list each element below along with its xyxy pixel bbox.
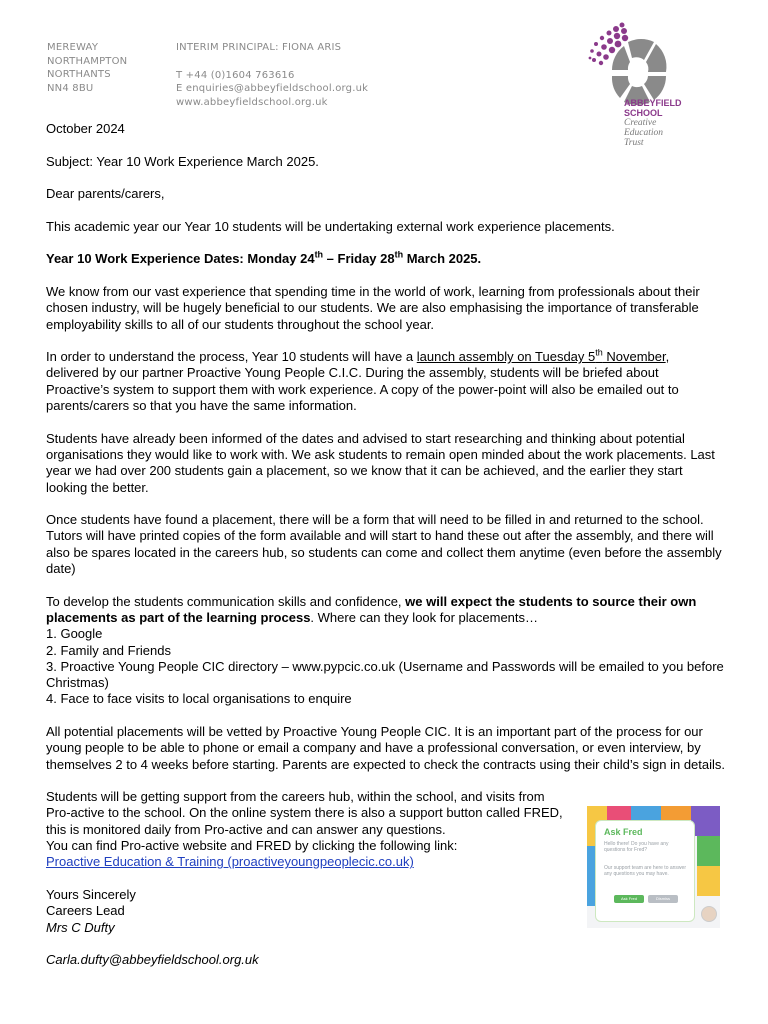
list-item: 2. Family and Friends [46,642,171,658]
logo-tagline: Education [624,128,664,138]
address-line: NN4 8BU [47,82,94,94]
list-item: 3. Proactive Young People CIC directory – www.pypcic.co.uk (Username and Passwords will be emailed to you before Christmas) [46,658,724,691]
sourcing-text: To develop the students communication skills and confidence, [46,593,406,609]
address-line: NORTHANTS [47,69,111,80]
paragraph-form: Once students have found a placement, there will be a form that will need to be filled in and returned to the school. Tutors will have printed copies of the form available and will start to hand these out after the assembly, and there will also be spares located in the careers hub, so students can come and collect them anytime (even before the assembly date) [46,512,722,577]
ask-fred-button: Ask Fred [614,895,644,903]
website-address: www.abbeyfieldschool.org.uk [176,96,328,108]
letter-date: October 2024 [46,121,125,136]
assembly-date-sup: th [595,347,603,358]
address-line: NORTHAMPTON [47,55,128,67]
principal-name: INTERIM PRINCIPAL: FIONA ARIS [176,42,342,53]
paragraph-support: Students will be getting support from the careers hub, within the school, and visits from Pro-active to the school. On the online system there is also a support button called FRED, this is monitored daily from Pro-active and can answer any questions. [46,789,563,837]
signoff: Yours Sincerely [46,886,136,902]
assembly-text: , delivered by our partner Proactive Young People C.I.C. During the assembly, students will be briefed about Proactive’s system to support them with work experience. A copy of the power-point will also be emailed out to parents/carers so that you have the same information. [46,349,679,414]
ask-fred-message: Hello there! Do you have any questions for Fred? [604,841,669,853]
logo-tagline: Creative [624,118,657,128]
email-address: E enquiries@abbeyfieldschool.org.uk [176,83,369,94]
logo-tagline: Trust [624,138,644,148]
dismiss-button: Dismiss [648,895,678,903]
fred-avatar [701,906,717,922]
letter-greeting: Dear parents/carers, [46,186,165,202]
assembly-date-text: launch assembly on Tuesday 5 [416,349,596,365]
work-experience-dates [46,251,726,267]
school-contact [176,41,368,109]
dates-text: March 2025. [403,251,482,267]
dates-sup: th [314,250,324,261]
signer-email: Carla.dufty@abbeyfieldschool.org.uk [46,952,259,968]
dates-sup: th [394,250,404,261]
phone-number: T +44 (0)1604 763616 [176,69,295,81]
signer-name: Mrs C Dufty [46,919,115,935]
intro-paragraph: This academic year our Year 10 students will be undertaking external work experience placements. [46,218,615,234]
proactive-link[interactable]: Proactive Education & Training (proactiveyoungpeoplecic.co.uk) [46,854,414,870]
paragraph-benefits: We know from our vast experience that spending time in the world of work, learning from professionals about their chosen industry, will be hugely beneficial to our students. We are also emphasising the importance of transferable employability skills to all of our students throughout the school year. [46,283,700,332]
logo-name: SCHOOL [624,108,663,118]
assembly-date [417,349,666,364]
paragraph-assembly [46,349,714,414]
school-address [47,41,127,95]
ask-fred-title: Ask Fred [604,827,643,837]
paragraph-research: Students have already been informed of the dates and advised to start researching and thinking about potential organisations they would like to work with. We ask students to remain open minded about the work placements. Last year we had over 200 students gain a placement, so we know that it can be achieved, and the earlier they start looking the better. [46,430,715,495]
logo-name: ABBEYFIELD [624,98,682,108]
paragraph-vetting: All potential placements will be vetted by Proactive Young People CIC. It is an important part of the process for our young people to be able to phone or email a company and have a professional conversation, or even interview, by themselves 2 to 4 weeks before starting. Parents are expected to check the contracts using their child’s sign in details. [46,723,726,772]
paragraph-sourcing [46,594,726,627]
ask-fred-widget-image [587,806,720,928]
sourcing-text: . Where can they look for placements… [310,609,539,625]
dates-text: – Friday 28 [323,251,395,267]
list-item: 4. Face to face visits to local organisations to enquire [46,691,352,707]
signer-role: Careers Lead [46,903,125,919]
ask-fred-panel [595,820,695,922]
assembly-date-text: November [602,349,666,365]
ask-fred-message: Our support team are here to answer any questions you may have. [604,865,686,877]
list-item: 1. Google [46,626,103,642]
dates-text: Year 10 Work Experience Dates: Monday 24 [46,251,315,267]
letter-subject: Subject: Year 10 Work Experience March 2025. [46,153,319,169]
sourcing-emphasis: we will expect the students to source their own placements as part of the learning process [46,593,697,625]
assembly-text: In order to understand the process, Year 10 students will have a [46,349,417,365]
address-line: MEREWAY [47,42,99,53]
link-intro: You can find Pro-active website and FRED by clicking the following link: [46,838,458,854]
